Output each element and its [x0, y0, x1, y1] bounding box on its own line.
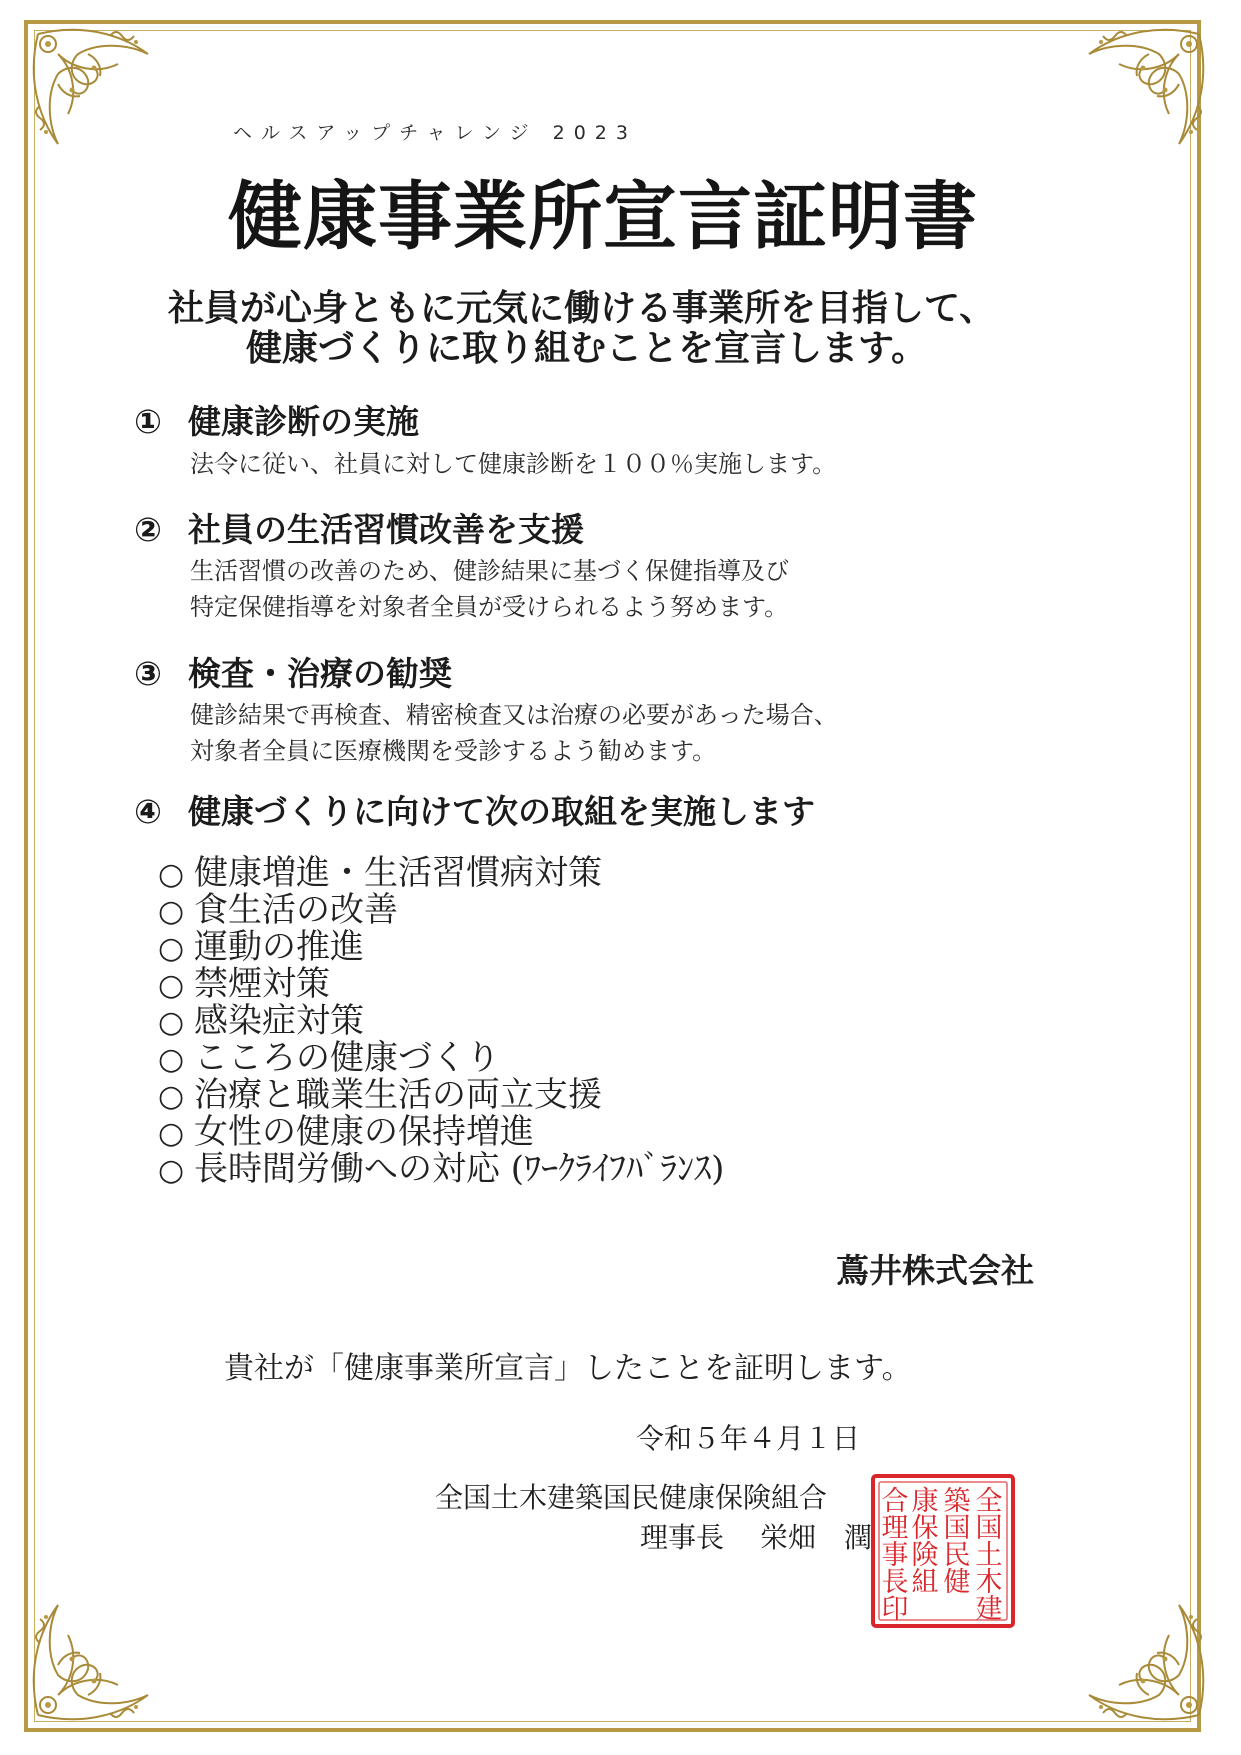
circle-bullet-icon: ○ — [158, 968, 185, 1003]
section-3-heading — [134, 648, 452, 695]
intro-line-1: 社員が心身ともに元気に働ける事業所を目指して、 — [168, 288, 996, 329]
signer-name: 栄畑 潤 — [760, 1521, 873, 1554]
circle-bullet-icon: ○ — [158, 1005, 185, 1040]
section-2-heading — [134, 504, 584, 551]
corner-ornament-bottom-left — [18, 1575, 178, 1735]
certification-statement: 貴社が「健康事業所宣言」したことを証明します。 — [224, 1351, 912, 1386]
section-3-body-line-1: 健診結果で再検査、精密検査又は治療の必要があった場合、 — [190, 701, 838, 729]
corner-ornament-top-left — [18, 14, 178, 174]
section-4-number: ④ — [134, 792, 162, 831]
seal-character: 険 — [911, 1540, 939, 1571]
initiative-label: 運動の推進 — [194, 927, 364, 967]
corner-ornament-top-right — [1059, 14, 1219, 174]
issue-date: 令和５年４月１日 — [636, 1422, 861, 1455]
seal-character: 建 — [975, 1594, 1003, 1625]
initiative-label: 感染症対策 — [194, 1001, 364, 1041]
seal-character: 事 — [881, 1540, 909, 1571]
circle-bullet-icon: ○ — [158, 1116, 185, 1151]
initiative-item — [158, 1141, 724, 1190]
circle-bullet-icon: ○ — [158, 1079, 185, 1114]
company-name: 蔦井株式会社 — [836, 1251, 1034, 1290]
seal-character: 健 — [943, 1567, 971, 1598]
issuer-organization: 全国土木建築国民健康保険組合 — [435, 1481, 828, 1514]
seal-character: 保 — [911, 1513, 939, 1544]
section-2-body-line-2: 特定保健指導を対象者全員が受けられるよう努めます。 — [190, 593, 789, 621]
seal-character: 長 — [881, 1567, 909, 1598]
seal-character: 合 — [881, 1486, 909, 1517]
seal-character: 理 — [881, 1513, 909, 1544]
seal-character: 国 — [975, 1513, 1003, 1544]
initiative-label: 健康増進・生活習慣病対策 — [194, 853, 602, 893]
initiative-label: 治療と職業生活の両立支援 — [194, 1075, 602, 1115]
seal-character: 築 — [943, 1486, 971, 1517]
corner-ornament-bottom-right — [1059, 1575, 1219, 1735]
seal-character: 国 — [943, 1513, 971, 1544]
section-1-number: ① — [134, 402, 162, 441]
section-1-heading — [134, 396, 419, 443]
initiative-label: 長時間労働への対応 (ﾜｰｸﾗｲﾌﾊﾞﾗﾝｽ) — [194, 1149, 725, 1189]
intro-line-2: 健康づくりに取り組むことを宣言します。 — [246, 328, 928, 369]
section-1-title: 健康診断の実施 — [188, 402, 419, 441]
section-3-number: ③ — [134, 654, 162, 693]
circle-bullet-icon: ○ — [158, 931, 185, 966]
program-series-label: ヘルスアップチャレンジ 2023 — [233, 122, 637, 144]
initiative-label: 女性の健康の保持増進 — [194, 1112, 534, 1152]
initiative-label: こころの健康づくり — [194, 1038, 500, 1078]
seal-character: 民 — [943, 1540, 971, 1571]
circle-bullet-icon: ○ — [158, 857, 185, 892]
initiative-label: 禁煙対策 — [194, 964, 330, 1004]
seal-character: 組 — [911, 1567, 939, 1598]
section-3-title: 検査・治療の勧奨 — [188, 654, 452, 693]
signer-line — [640, 1516, 872, 1556]
section-2-number: ② — [134, 510, 162, 549]
official-seal-stamp — [869, 1472, 1017, 1630]
section-4-heading — [134, 786, 815, 833]
circle-bullet-icon: ○ — [158, 1153, 185, 1188]
seal-character: 木 — [975, 1567, 1003, 1598]
seal-character: 土 — [975, 1540, 1003, 1571]
section-4-title: 健康づくりに向けて次の取組を実施します — [188, 792, 815, 831]
seal-character: 印 — [881, 1594, 909, 1625]
initiative-label: 食生活の改善 — [194, 890, 398, 930]
circle-bullet-icon: ○ — [158, 1042, 185, 1077]
section-1-body: 法令に従い、社員に対して健康診断を１００％実施します。 — [190, 450, 837, 478]
seal-character: 全 — [975, 1486, 1003, 1517]
circle-bullet-icon: ○ — [158, 894, 185, 929]
seal-character: 康 — [911, 1486, 939, 1517]
signer-title: 理事長 — [640, 1521, 725, 1554]
section-3-body-line-2: 対象者全員に医療機関を受診するよう勧めます。 — [190, 737, 717, 765]
section-2-title: 社員の生活習慣改善を支援 — [188, 510, 584, 549]
certificate-title: 健康事業所宣言証明書 — [228, 174, 978, 260]
section-2-body-line-1: 生活習慣の改善のため、健診結果に基づく保健指導及び — [190, 557, 790, 585]
